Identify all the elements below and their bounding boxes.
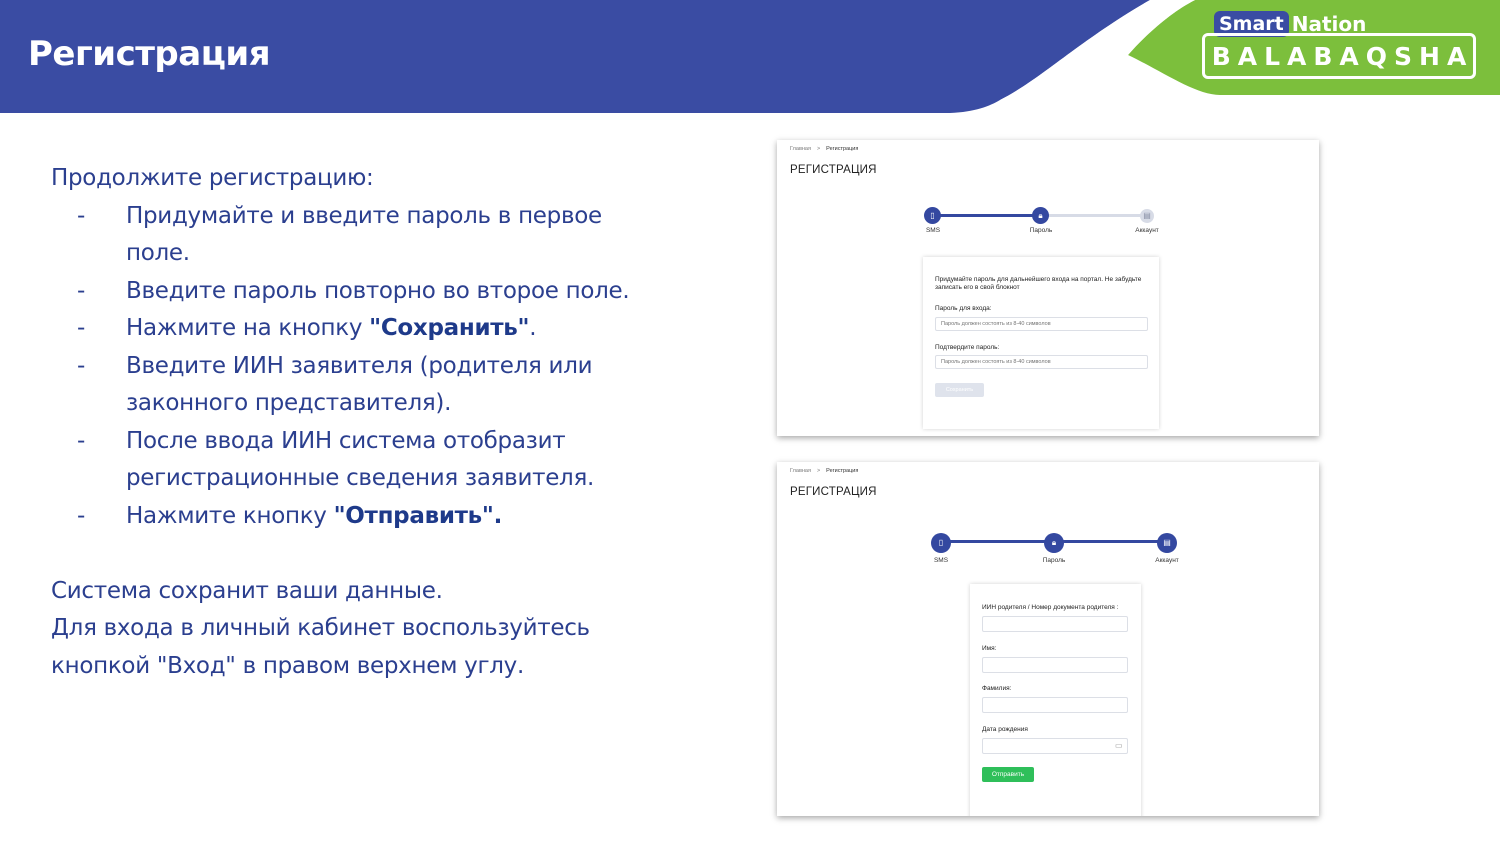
breadcrumb-current: Регистрация xyxy=(826,468,859,474)
registration-title: РЕГИСТРАЦИЯ xyxy=(790,164,877,176)
birth-date-input[interactable] xyxy=(982,738,1128,754)
registration-stepper xyxy=(924,207,1159,247)
step-label-account: Аккаунт xyxy=(1135,227,1159,234)
breadcrumb-separator-icon: > xyxy=(816,468,821,474)
step-label-account: Аккаунт xyxy=(1155,557,1179,564)
breadcrumb-home[interactable]: Главная xyxy=(790,146,811,152)
instruction-step: - Нажмите на кнопку "Сохранить". xyxy=(77,315,537,341)
phone-icon: ▯ xyxy=(924,207,941,224)
first-name-input[interactable] xyxy=(982,657,1128,673)
iin-input[interactable] xyxy=(982,616,1128,632)
balabaqsha-logo xyxy=(1202,33,1476,79)
page-title: Регистрация xyxy=(28,34,271,74)
instruction-step: - После ввода ИИН система отобразит регистрационные сведения заявителя. xyxy=(77,427,594,491)
outro-login-hint: Для входа в личный кабинет воспользуйтесь кнопкой "Вход" в правом верхнем углу. xyxy=(51,615,590,679)
birth-date-label: Дата рождения xyxy=(982,726,1028,733)
confirm-password-label: Подтвердите пароль: xyxy=(935,344,1000,351)
breadcrumb xyxy=(790,146,858,152)
instruction-step: - Нажмите кнопку "Отправить". xyxy=(77,502,503,529)
id-card-icon: ▤ xyxy=(1157,533,1177,553)
confirm-password-input[interactable] xyxy=(935,355,1148,369)
send-button-reference: "Отправить". xyxy=(333,502,503,529)
save-button[interactable]: Сохранить xyxy=(935,383,984,397)
breadcrumb xyxy=(790,468,858,474)
step-label-password: Пароль xyxy=(1029,227,1053,234)
screenshot-account-step xyxy=(777,462,1319,816)
password-hint: Придумайте пароль для дальнейшего входа на портал. Не забудьте записать его в свой блокнот xyxy=(935,276,1142,291)
logo-product-text: BALABAQSHA xyxy=(1211,41,1474,71)
first-name-label: Имя: xyxy=(982,645,997,652)
last-name-label: Фамилия: xyxy=(982,685,1012,692)
breadcrumb-current: Регистрация xyxy=(826,146,859,152)
step-label-sms: SMS xyxy=(933,557,949,564)
password-input[interactable] xyxy=(935,317,1148,331)
password-label: Пароль для входа: xyxy=(935,305,992,312)
account-form xyxy=(970,584,1141,816)
calendar-icon[interactable]: ▭ xyxy=(1115,741,1123,750)
breadcrumb-separator-icon: > xyxy=(816,146,821,152)
breadcrumb-home[interactable]: Главная xyxy=(790,468,811,474)
step-label-sms: SMS xyxy=(925,227,941,234)
phone-icon: ▯ xyxy=(931,533,951,553)
outro-saved: Система сохранит ваши данные. xyxy=(51,577,443,604)
id-card-icon: ▤ xyxy=(1140,209,1154,223)
instruction-step: - Введите ИИН заявителя (родителя или законного представителя). xyxy=(77,352,593,416)
lock-icon: 🔒︎ xyxy=(1032,207,1049,224)
save-button-reference: "Сохранить" xyxy=(369,315,530,341)
instruction-steps xyxy=(51,198,671,536)
instruction-step: - Введите пароль повторно во второе поле. xyxy=(77,277,630,304)
send-button[interactable]: Отправить xyxy=(982,767,1034,782)
logo-smart-text: Smart xyxy=(1214,11,1289,37)
password-form xyxy=(923,257,1159,429)
logo-nation-text: Nation xyxy=(1291,12,1367,36)
registration-stepper xyxy=(931,533,1181,573)
last-name-input[interactable] xyxy=(982,697,1128,713)
screenshot-password-step xyxy=(777,140,1319,436)
instructions xyxy=(51,160,671,685)
registration-title: РЕГИСТРАЦИЯ xyxy=(790,486,877,498)
instruction-step: - Придумайте и введите пароль в первое поле. xyxy=(77,202,602,266)
step-label-password: Пароль xyxy=(1042,557,1066,564)
lock-icon: 🔒︎ xyxy=(1044,533,1064,553)
instructions-intro: Продолжите регистрацию: xyxy=(51,165,374,191)
iin-label: ИИН родителя / Номер документа родителя : xyxy=(982,604,1119,611)
